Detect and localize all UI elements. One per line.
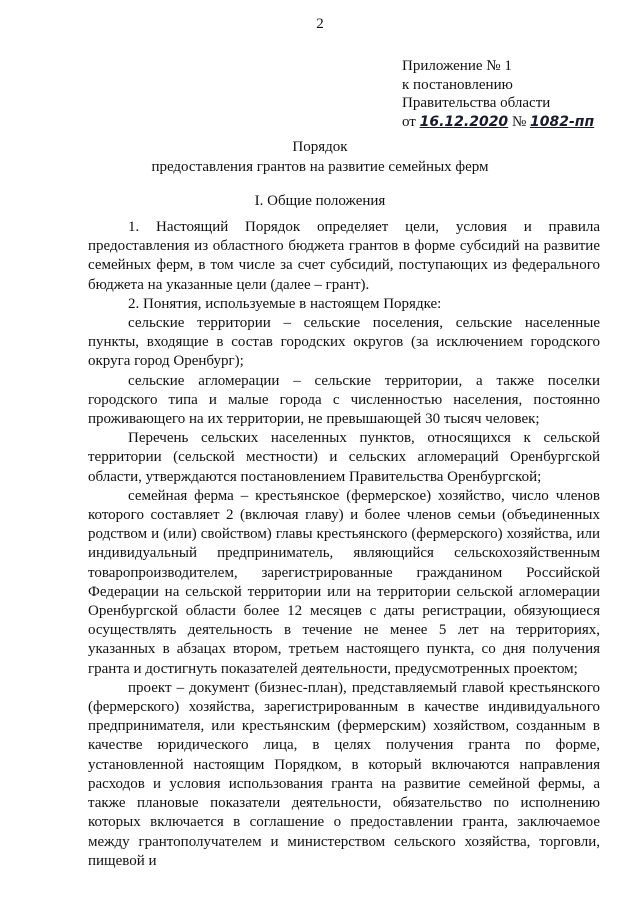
paragraph-4: сельские агломерации – сельские территории, а также поселки городского типа и малые города с численностью населения, постоянно проживающего на их территории, не превышающей 30 тысяч человек; [88, 372, 600, 428]
appendix-date-number-line [402, 113, 622, 132]
title-line-1: Порядок [292, 139, 348, 155]
paragraph-1: 1. Настоящий Порядок определяет цели, условия и правила предоставления из областного бюджета грантов в форме субсидий на развитие семейных ферм, в том числе за счет субсидий, поступающих из федерального бюджета на указанные цели (далее – грант). [88, 219, 600, 293]
paragraph-5: Перечень сельских населенных пунктов, относящихся к сельской территории (сельской местности) и сельских агломераций Оренбургской области, утверждаются постановлением Правительства Оренбургской; [88, 430, 600, 485]
paragraph-7: проект – документ (бизнес-план), представляемый главой крестьянского (фермерского) хозяйства, зарегистрированным в качестве индивидуального предпринимателя, или крестьянским (фермерским) хозяйством, созданным в качестве юридического лица, в целях получения гранта по форме, установленной настоящим Порядком, в который включаются направления расходов и условия использования гранта на развитие семейной фермы, а также плановые показатели деятельности, обязательство по исполнению которых включается в соглашение о предоставлении гранта, заключаемое между грантополучателем и министерством сельского хозяйства, торговли, пищевой и [88, 679, 600, 869]
page-number: 2 [316, 16, 324, 32]
paragraph-6: семейная ферма – крестьянское (фермерское) хозяйство, число членов которого составляет 2 (включая главу) и более членов семьи (объединенных родством и (или) свойством) главы крестьянского (фермерского) хозяйства, или индивидуальный предприниматель, являющийся сельскохозяйственным товаропроизводителем, зарегистрированные гражданином Российской Федерации на сельской территории или на территории сельской агломерации Оренбургской области более 12 месяцев с даты регистрации, обязующиеся осуществлять деятельность в течение не менее 5 лет на территориях, указанных в абзацах втором, третьем настоящего пункта, со дня получения гранта и достигнуть показателей деятельности, предусмотренных проектом; [88, 487, 600, 677]
number-prefix: № [511, 113, 527, 130]
paragraph-2: 2. Понятия, используемые в настоящем Порядке: [128, 295, 442, 312]
appendix-government-ref: Правительства области [402, 95, 551, 111]
handwritten-date: 16.12.2020 [419, 113, 509, 130]
title-line-2: предоставления грантов на развитие семейных ферм [151, 159, 489, 175]
section-heading: I. Общие положения [254, 193, 386, 209]
paragraph-3: сельские территории – сельские поселения, сельские населенные пункты, входящие в состав городских округов (за исключением городского округа город Оренбург); [88, 315, 600, 370]
date-prefix: от [402, 113, 416, 130]
document-title [0, 137, 640, 177]
appendix-resolution-ref: к постановлению [402, 76, 513, 93]
document-body [88, 218, 600, 871]
handwritten-number: 1082-пп [530, 113, 595, 130]
appendix-title: Приложение № 1 [402, 58, 512, 74]
appendix-block [402, 57, 622, 131]
